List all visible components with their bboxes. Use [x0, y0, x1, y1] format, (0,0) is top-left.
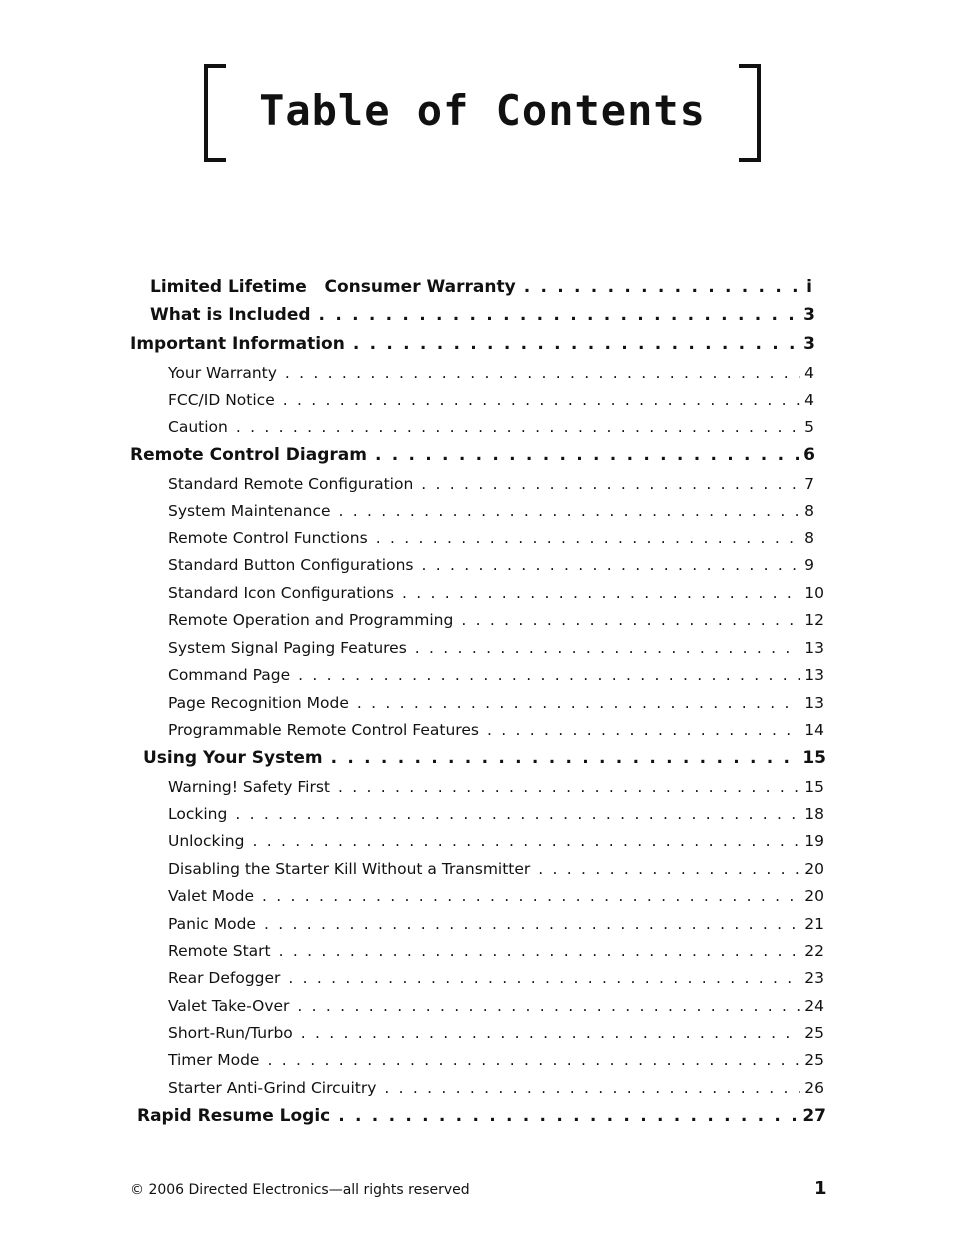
- toc-entry-page: 3: [803, 305, 815, 325]
- toc-entry: [168, 475, 814, 493]
- toc-entry-title: Standard Icon Configurations: [168, 584, 394, 602]
- toc-entry: [168, 969, 824, 987]
- toc-entry-title: Remote Start: [168, 942, 271, 960]
- toc-dot-leader: [353, 334, 799, 354]
- toc-entry-title: What is Included: [150, 305, 311, 325]
- toc-dot-leader: [297, 997, 800, 1015]
- toc-entry: [168, 915, 824, 933]
- toc-entry-title: Page Recognition Mode: [168, 694, 349, 712]
- toc-entry-title: Short-Run/Turbo: [168, 1024, 293, 1042]
- left-bracket-decoration: [204, 64, 226, 162]
- toc-entry-title: Remote Control Functions: [168, 529, 368, 547]
- toc-dot-leader: [461, 611, 800, 629]
- toc-dot-leader: [301, 1024, 801, 1042]
- toc-dot-leader: [262, 887, 800, 905]
- toc-entry-title: Timer Mode: [168, 1051, 260, 1069]
- toc-entry: [168, 611, 824, 629]
- toc-dot-leader: [421, 475, 800, 493]
- toc-entry-title: Command Page: [168, 666, 291, 684]
- toc-entry-title: Unlocking: [168, 832, 245, 850]
- toc-entry-title: Warning! Safety First: [168, 778, 330, 796]
- toc-dot-leader: [319, 305, 800, 325]
- toc-dot-leader: [487, 721, 800, 739]
- toc-entry-page: 27: [802, 1106, 826, 1126]
- toc-entry: [137, 1106, 826, 1126]
- toc-entry-page: 26: [804, 1079, 824, 1097]
- toc-dot-leader: [538, 860, 800, 878]
- toc-entry: [168, 997, 824, 1015]
- page-number: 1: [814, 1178, 827, 1199]
- toc-dot-leader: [235, 805, 800, 823]
- toc-entry-title: System Maintenance: [168, 502, 331, 520]
- toc-entry-page: 14: [804, 721, 824, 739]
- toc-dot-leader: [331, 748, 799, 768]
- toc-entry: [150, 277, 812, 297]
- toc-dot-leader: [339, 502, 801, 520]
- toc-entry-page: 20: [804, 860, 824, 878]
- toc-entry-page: 4: [804, 364, 814, 382]
- toc-entry-title: Valet Take-Over: [168, 997, 290, 1015]
- toc-entry: [168, 832, 824, 850]
- toc-entry-title: Remote Operation and Programming: [168, 611, 454, 629]
- toc-dot-leader: [279, 942, 801, 960]
- toc-entry-page: 8: [804, 529, 814, 547]
- toc-dot-leader: [421, 556, 800, 574]
- toc-dot-leader: [338, 1106, 798, 1126]
- toc-entry: [168, 778, 824, 796]
- page-title: Table of Contents: [259, 86, 706, 135]
- toc-entry: [130, 334, 815, 354]
- toc-dot-leader: [252, 832, 800, 850]
- toc-entry-title: Limited Lifetime Consumer Warranty: [150, 277, 516, 297]
- toc-entry: [130, 445, 815, 465]
- toc-entry-title: Important Information: [130, 334, 345, 354]
- toc-entry-page: 19: [804, 832, 824, 850]
- toc-entry-page: 15: [804, 778, 824, 796]
- toc-entry-page: 12: [804, 611, 824, 629]
- toc-entry-page: 22: [804, 942, 824, 960]
- toc-entry: [168, 556, 814, 574]
- toc-entry-title: Valet Mode: [168, 887, 254, 905]
- toc-dot-leader: [264, 915, 800, 933]
- right-bracket-decoration: [739, 64, 761, 162]
- toc-entry: [168, 391, 814, 409]
- toc-entry-title: Standard Remote Configuration: [168, 475, 414, 493]
- toc-entry-page: 6: [803, 445, 815, 465]
- toc-entry-page: 5: [804, 418, 814, 436]
- toc-entry-page: 15: [802, 748, 826, 768]
- toc-entry: [168, 1079, 824, 1097]
- toc-entry-page: 18: [804, 805, 824, 823]
- toc-dot-leader: [357, 694, 800, 712]
- toc-entry-title: System Signal Paging Features: [168, 639, 407, 657]
- toc-entry-page: 10: [804, 584, 824, 602]
- toc-entry-title: FCC/ID Notice: [168, 391, 275, 409]
- toc-entry: [143, 748, 826, 768]
- toc-entry: [150, 305, 815, 325]
- toc-dot-leader: [285, 364, 800, 382]
- toc-entry-page: 20: [804, 887, 824, 905]
- toc-entry-title: Panic Mode: [168, 915, 256, 933]
- toc-entry-page: 8: [804, 502, 814, 520]
- toc-entry: [168, 942, 824, 960]
- toc-dot-leader: [402, 584, 800, 602]
- toc-entry: [168, 721, 824, 739]
- toc-dot-leader: [236, 418, 800, 436]
- toc-entry-page: 21: [804, 915, 824, 933]
- toc-entry: [168, 1024, 824, 1042]
- toc-entry: [168, 364, 814, 382]
- toc-entry-page: i: [806, 277, 812, 297]
- toc-dot-leader: [384, 1079, 800, 1097]
- toc-entry-title: Rear Defogger: [168, 969, 281, 987]
- toc-entry-page: 7: [804, 475, 814, 493]
- toc-entry-page: 13: [804, 666, 824, 684]
- toc-dot-leader: [338, 778, 800, 796]
- toc-entry: [168, 639, 824, 657]
- toc-entry: [168, 418, 814, 436]
- toc-entry-title: Caution: [168, 418, 228, 436]
- toc-dot-leader: [375, 445, 799, 465]
- toc-entry: [168, 694, 824, 712]
- toc-dot-leader: [288, 969, 800, 987]
- toc-dot-leader: [298, 666, 800, 684]
- toc-entry-page: 13: [804, 694, 824, 712]
- toc-entry-title: Disabling the Starter Kill Without a Transmitter: [168, 860, 531, 878]
- toc-entry-title: Using Your System: [143, 748, 323, 768]
- toc-entry-title: Standard Button Configurations: [168, 556, 414, 574]
- toc-entry-page: 25: [804, 1051, 824, 1069]
- toc-entry-title: Rapid Resume Logic: [137, 1106, 331, 1126]
- toc-dot-leader: [524, 277, 802, 297]
- toc-entry-title: Locking: [168, 805, 228, 823]
- toc-dot-leader: [376, 529, 800, 547]
- toc-entry-page: 23: [804, 969, 824, 987]
- toc-entry: [168, 529, 814, 547]
- toc-entry-page: 3: [803, 334, 815, 354]
- copyright-notice: © 2006 Directed Electronics—all rights reserved: [130, 1182, 470, 1198]
- toc-entry: [168, 887, 824, 905]
- toc-entry: [168, 666, 824, 684]
- toc-dot-leader: [283, 391, 800, 409]
- toc-entry-page: 25: [804, 1024, 824, 1042]
- toc-entry-title: Starter Anti-Grind Circuitry: [168, 1079, 377, 1097]
- toc-entry-page: 13: [804, 639, 824, 657]
- toc-entry-title: Your Warranty: [168, 364, 277, 382]
- toc-entry-title: Remote Control Diagram: [130, 445, 367, 465]
- toc-dot-leader: [415, 639, 800, 657]
- toc-entry-page: 24: [804, 997, 824, 1015]
- toc-entry: [168, 1051, 824, 1069]
- toc-entry-page: 9: [804, 556, 814, 574]
- toc-entry: [168, 502, 814, 520]
- toc-entry: [168, 860, 824, 878]
- toc-entry-title: Programmable Remote Control Features: [168, 721, 479, 739]
- toc-entry: [168, 584, 824, 602]
- toc-dot-leader: [267, 1051, 800, 1069]
- toc-entry-page: 4: [804, 391, 814, 409]
- toc-entry: [168, 805, 824, 823]
